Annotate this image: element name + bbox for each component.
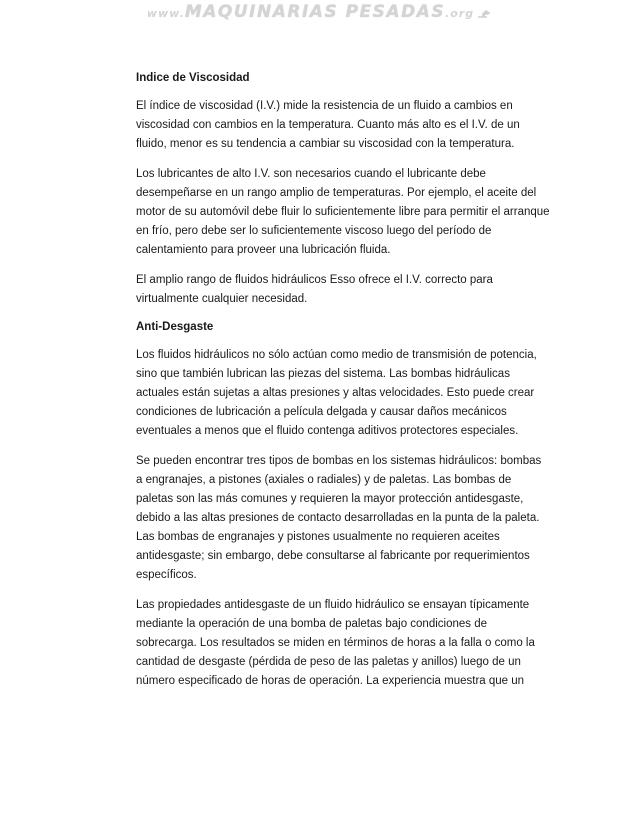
text-line: paletas son las más comunes y requieren la mayor protección antidesgaste, xyxy=(136,493,524,505)
text-line: motor de su automóvil debe fluir lo suficientemente libre para permitir el arranque xyxy=(136,206,550,218)
watermark-suffix: .org xyxy=(445,7,475,20)
excavator-icon xyxy=(477,7,491,19)
text-line: El amplio rango de fluidos hidráulicos Esso ofrece el I.V. correcto para xyxy=(136,274,493,286)
text-line: en frío, pero debe ser lo suficientemente viscoso luego del período de xyxy=(136,225,492,237)
paragraph xyxy=(136,165,548,260)
text-line: eventuales a menos que el fluido contenga aditivos protectores especiales. xyxy=(136,425,519,437)
text-line: sino que también lubrican las piezas del sistema. Las bombas hidráulicas xyxy=(136,368,510,380)
text-line: condiciones de lubricación a película delgada y causar daños mecánicos xyxy=(136,406,507,418)
text-line: mediante la operación de una bomba de paletas bajo condiciones de xyxy=(136,618,488,630)
text-line: Las propiedades antidesgaste de un fluido hidráulico se ensayan típicamente xyxy=(136,599,530,611)
section-anti-wear xyxy=(136,320,548,691)
text-line: a engranajes, a pistones (axiales o radiales) y de paletas. Las bombas de xyxy=(136,474,512,486)
section-viscosity-index xyxy=(136,71,548,309)
paragraph xyxy=(136,97,548,154)
watermark-brand: MAQUINARIAS PESADAS xyxy=(184,2,446,22)
text-line: virtualmente cualquier necesidad. xyxy=(136,293,308,305)
text-line: viscosidad con cambios en la temperatura. Cuanto más alto es el I.V. de un xyxy=(136,119,520,131)
text-line: sobrecarga. Los resultados se miden en términos de horas a la falla o como la xyxy=(136,637,535,649)
paragraph xyxy=(136,346,548,441)
text-line: cantidad de desgaste (pérdida de peso de las paletas y anillos) luego de un xyxy=(136,656,521,668)
document-body xyxy=(136,71,548,702)
text-line: Se pueden encontrar tres tipos de bombas en los sistemas hidráulicos: bombas xyxy=(136,455,542,467)
text-line: Los lubricantes de alto I.V. son necesarios cuando el lubricante debe xyxy=(136,168,486,180)
text-line: debido a las altas presiones de contacto desarrolladas en la punta de la paleta. xyxy=(136,512,540,524)
paragraph xyxy=(136,596,548,691)
site-watermark xyxy=(0,2,638,22)
text-line: actuales están sujetas a altas presiones y altas velocidades. Esto puede crear xyxy=(136,387,535,399)
text-line: antidesgaste; sin embargo, debe consultarse al fabricante por requerimientos xyxy=(136,550,530,562)
watermark-prefix: www. xyxy=(146,7,185,20)
section-heading: Anti-Desgaste xyxy=(136,321,214,333)
text-line: calentamiento para proveer una lubricación fluida. xyxy=(136,244,391,256)
text-line: específicos. xyxy=(136,569,197,581)
paragraph xyxy=(136,452,548,585)
text-line: Las bombas de engranajes y pistones usualmente no requieren aceites xyxy=(136,531,500,543)
text-line: desempeñarse en un rango amplio de temperaturas. Por ejemplo, el aceite del xyxy=(136,187,537,199)
text-line: El índice de viscosidad (I.V.) mide la resistencia de un fluido a cambios en xyxy=(136,100,513,112)
text-line: fluido, menor es su tendencia a cambiar su viscosidad con la temperatura. xyxy=(136,138,515,150)
section-heading: Indice de Viscosidad xyxy=(136,72,250,84)
paragraph xyxy=(136,271,548,309)
text-line: número especificado de horas de operación. La experiencia muestra que un xyxy=(136,675,525,687)
text-line: Los fluidos hidráulicos no sólo actúan como medio de transmisión de potencia, xyxy=(136,349,537,361)
